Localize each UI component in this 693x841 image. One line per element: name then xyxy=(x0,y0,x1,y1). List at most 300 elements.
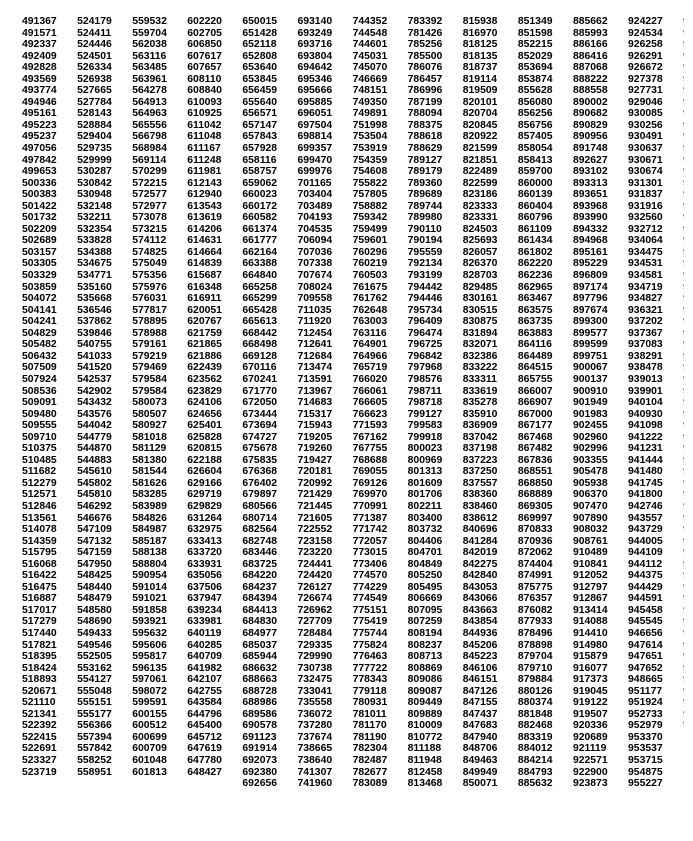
number-cell: 902960 xyxy=(572,431,608,443)
number-cell: 529404 xyxy=(77,131,112,143)
number-cell: 865755 xyxy=(517,373,553,385)
number-cell: 715943 xyxy=(297,420,333,432)
number-cell: 616348 xyxy=(187,281,222,293)
number-cell: 704535 xyxy=(297,223,333,235)
number-cell: 596135 xyxy=(132,662,167,674)
number-cell: 685944 xyxy=(242,651,278,663)
number-cell: 564913 xyxy=(132,96,167,108)
number-cell xyxy=(683,16,684,28)
number-cell xyxy=(683,178,684,190)
number-cell: 499653 xyxy=(22,166,57,178)
number-cell: 843663 xyxy=(462,604,498,616)
number-cell xyxy=(683,501,684,513)
number-cell: 507509 xyxy=(22,362,57,374)
number-cell: 822489 xyxy=(462,166,498,178)
number-cell: 713474 xyxy=(297,362,333,374)
number-cell: 919507 xyxy=(572,708,608,720)
number-cell: 584826 xyxy=(132,512,167,524)
number-cell: 862965 xyxy=(517,281,553,293)
number-cell: 820845 xyxy=(462,119,498,131)
number-cell xyxy=(683,443,684,455)
number-cell: 785500 xyxy=(407,50,443,62)
number-cell: 744352 xyxy=(352,16,388,27)
number-cell: 759499 xyxy=(352,223,388,235)
number-cell xyxy=(683,143,684,155)
number-cell: 810009 xyxy=(407,720,443,732)
number-cell: 916077 xyxy=(572,662,608,674)
number-cell: 707338 xyxy=(297,258,333,270)
number-cell: 823186 xyxy=(462,189,498,201)
number-row xyxy=(22,409,684,421)
number-cell: 579584 xyxy=(132,385,167,397)
number-cell: 801313 xyxy=(407,466,443,478)
number-cell: 761762 xyxy=(352,293,388,305)
number-cell: 524411 xyxy=(77,27,112,39)
number-cell: 504829 xyxy=(22,327,57,339)
number-cell: 694642 xyxy=(297,62,333,74)
number-cell: 637947 xyxy=(187,593,222,605)
number-cell xyxy=(683,305,684,317)
number-cell: 921119 xyxy=(572,743,607,755)
number-cell: 504072 xyxy=(22,293,57,305)
number-cell: 879710 xyxy=(517,662,553,674)
number-cell: 546676 xyxy=(77,512,112,524)
number-cell: 559532 xyxy=(132,16,167,27)
number-cell: 575976 xyxy=(132,281,167,293)
number-row xyxy=(22,74,684,86)
number-cell: 514359 xyxy=(22,535,57,547)
number-cell: 642755 xyxy=(187,685,222,697)
number-cell: 796474 xyxy=(407,327,443,339)
number-cell: 670116 xyxy=(242,362,277,374)
number-cell: 738665 xyxy=(297,743,333,755)
number-cell: 730738 xyxy=(297,662,333,674)
number-cell: 657843 xyxy=(242,131,278,143)
number-cell: 806669 xyxy=(407,593,443,605)
number-cell: 789360 xyxy=(407,177,443,189)
number-cell: 869305 xyxy=(517,500,553,512)
number-cell: 953715 xyxy=(628,755,663,766)
number-cell: 721429 xyxy=(297,489,333,501)
number-cell: 660582 xyxy=(242,212,278,224)
number-cell: 497056 xyxy=(22,143,57,155)
number-cell: 509091 xyxy=(22,397,57,409)
number-cell: 913414 xyxy=(572,604,608,616)
number-cell: 830161 xyxy=(462,293,498,305)
number-cell: 692380 xyxy=(242,766,278,778)
number-cell: 804406 xyxy=(407,535,443,547)
number-cell: 927378 xyxy=(628,73,663,85)
number-cell: 501422 xyxy=(22,200,57,212)
number-cell: 614631 xyxy=(187,235,222,247)
number-cell: 757805 xyxy=(352,189,388,201)
number-cell: 897796 xyxy=(572,293,608,305)
number-cell: 511682 xyxy=(22,466,57,478)
number-cell: 860404 xyxy=(517,200,553,212)
number-cell: 855628 xyxy=(517,85,553,97)
number-cell: 611042 xyxy=(187,119,222,131)
number-cell: 798718 xyxy=(407,397,443,409)
number-cell: 952979 xyxy=(628,720,663,732)
number-cell: 900067 xyxy=(572,362,608,374)
number-cell: 838360 xyxy=(462,489,498,501)
number-cell: 767162 xyxy=(352,431,388,443)
number-cell: 726127 xyxy=(297,581,333,593)
number-cell: 771593 xyxy=(352,420,388,432)
number-cell: 493569 xyxy=(22,73,57,85)
number-cell: 623562 xyxy=(187,373,222,385)
number-cell: 852215 xyxy=(517,39,553,51)
number-cell: 600512 xyxy=(132,720,167,732)
number-cell: 825693 xyxy=(462,235,498,247)
number-cell xyxy=(683,513,684,525)
number-cell: 595606 xyxy=(132,639,167,651)
number-cell: 748151 xyxy=(352,85,388,97)
number-cell: 583285 xyxy=(132,489,167,501)
number-cell: 792134 xyxy=(407,258,443,270)
number-cell: 624656 xyxy=(187,408,222,420)
number-cell: 878898 xyxy=(517,639,553,651)
number-cell: 503305 xyxy=(22,258,57,270)
number-cell: 790110 xyxy=(407,223,442,235)
number-cell: 798576 xyxy=(407,373,443,385)
number-cell: 520671 xyxy=(22,685,57,697)
number-cell: 789179 xyxy=(407,166,443,178)
number-cell: 832071 xyxy=(462,339,498,351)
number-cell: 781190 xyxy=(352,731,387,743)
number-row xyxy=(22,362,684,374)
number-cell: 602705 xyxy=(187,27,222,39)
number-cell xyxy=(683,270,684,282)
number-cell: 846151 xyxy=(462,674,498,686)
number-cell: 633413 xyxy=(187,535,222,547)
number-cell: 769055 xyxy=(352,466,388,478)
number-cell: 826057 xyxy=(462,246,498,258)
number-cell: 745031 xyxy=(352,50,388,62)
number-cell: 922571 xyxy=(572,755,608,766)
number-row xyxy=(22,39,684,51)
number-cell: 579219 xyxy=(132,350,167,362)
number-cell: 517440 xyxy=(22,627,57,639)
number-cell: 846106 xyxy=(462,662,498,674)
number-cell: 523327 xyxy=(22,755,57,766)
number-cell: 581544 xyxy=(132,466,167,478)
number-cell: 833311 xyxy=(462,373,497,385)
number-cell: 579584 xyxy=(132,373,167,385)
number-cell: 673444 xyxy=(242,408,278,420)
number-cell: 809889 xyxy=(407,708,443,720)
number-cell: 851598 xyxy=(517,27,553,39)
number-cell: 522392 xyxy=(22,720,57,732)
number-cell: 944112 xyxy=(628,558,663,570)
number-cell: 790194 xyxy=(407,235,443,247)
number-cell: 643584 xyxy=(187,697,222,709)
number-cell: 680714 xyxy=(242,512,278,524)
number-cell: 544042 xyxy=(77,420,112,432)
number-cell: 564963 xyxy=(132,108,167,120)
number-cell: 847940 xyxy=(462,731,498,743)
number-cell: 821851 xyxy=(462,154,498,166)
number-cell: 554127 xyxy=(77,674,112,686)
number-cell: 894968 xyxy=(572,235,608,247)
number-cell: 614206 xyxy=(187,223,222,235)
number-cell xyxy=(683,778,684,790)
number-cell: 843066 xyxy=(462,593,498,605)
number-cell: 900137 xyxy=(572,373,608,385)
number-row xyxy=(22,466,684,478)
number-table xyxy=(22,16,684,790)
number-cell: 764966 xyxy=(352,350,388,362)
number-cell: 883319 xyxy=(517,731,553,743)
number-row xyxy=(22,524,684,536)
number-cell: 660023 xyxy=(242,189,278,201)
number-cell: 524446 xyxy=(77,39,112,51)
number-cell: 505482 xyxy=(22,339,57,351)
number-cell: 713967 xyxy=(297,385,333,397)
number-cell: 893968 xyxy=(572,200,608,212)
number-cell: 920336 xyxy=(572,720,608,732)
number-row xyxy=(22,224,684,236)
number-cell: 796842 xyxy=(407,350,443,362)
number-row xyxy=(22,709,684,721)
number-cell xyxy=(683,351,684,363)
number-cell: 602220 xyxy=(187,16,222,27)
number-row xyxy=(22,628,684,640)
number-cell: 936321 xyxy=(628,304,663,316)
number-row xyxy=(22,420,684,432)
number-cell: 853874 xyxy=(517,73,553,85)
number-cell: 830515 xyxy=(462,304,498,316)
number-cell: 893651 xyxy=(572,189,608,201)
number-cell: 894332 xyxy=(572,223,608,235)
number-cell: 684220 xyxy=(242,570,278,582)
number-cell: 510375 xyxy=(22,443,57,455)
number-cell: 890002 xyxy=(572,96,608,108)
number-cell: 529999 xyxy=(77,154,112,166)
number-cell: 509710 xyxy=(22,431,57,443)
number-cell: 711035 xyxy=(297,304,332,316)
number-cell: 796409 xyxy=(407,316,443,328)
number-cell: 611048 xyxy=(187,131,222,143)
number-cell xyxy=(132,778,187,790)
number-row xyxy=(22,489,684,501)
number-cell: 789689 xyxy=(407,189,443,201)
number-cell xyxy=(683,605,684,617)
number-cell xyxy=(683,720,684,732)
number-cell: 859700 xyxy=(517,166,553,178)
number-cell: 633981 xyxy=(187,616,222,628)
number-cell: 864515 xyxy=(517,362,553,374)
number-cell: 943729 xyxy=(628,524,663,536)
number-cell: 943557 xyxy=(628,512,663,524)
number-row xyxy=(22,732,684,744)
number-cell xyxy=(683,489,684,501)
number-cell: 783089 xyxy=(352,778,388,790)
number-cell: 513561 xyxy=(22,512,57,524)
number-cell: 593921 xyxy=(132,616,167,628)
number-cell: 937202 xyxy=(628,316,663,328)
number-cell: 934581 xyxy=(628,270,663,282)
number-cell: 530287 xyxy=(77,166,112,178)
number-cell: 837250 xyxy=(462,466,498,478)
number-cell xyxy=(683,62,684,74)
number-cell: 544870 xyxy=(77,443,112,455)
number-cell: 931837 xyxy=(628,189,663,201)
number-row xyxy=(22,686,684,698)
number-cell: 801706 xyxy=(407,489,443,501)
number-cell: 862220 xyxy=(517,258,553,270)
number-cell: 517017 xyxy=(22,604,57,616)
number-cell: 684394 xyxy=(242,593,278,605)
number-cell: 861109 xyxy=(517,223,552,235)
number-cell: 940104 xyxy=(628,397,663,409)
number-cell: 682748 xyxy=(242,535,278,547)
number-cell: 926672 xyxy=(628,62,663,74)
number-cell: 516422 xyxy=(22,570,57,582)
number-cell: 516887 xyxy=(22,593,57,605)
number-cell: 899300 xyxy=(572,316,608,328)
number-cell: 598072 xyxy=(132,685,167,697)
number-cell: 591014 xyxy=(132,581,167,593)
number-cell: 559704 xyxy=(132,27,167,39)
number-cell: 941480 xyxy=(628,466,663,478)
number-cell: 557394 xyxy=(77,731,112,743)
number-cell: 912867 xyxy=(572,593,608,605)
number-row xyxy=(22,16,684,28)
number-cell: 944005 xyxy=(628,535,663,547)
number-cell: 533828 xyxy=(77,235,112,247)
number-cell: 769126 xyxy=(352,477,388,489)
number-row xyxy=(22,97,684,109)
number-cell: 637506 xyxy=(187,581,222,593)
number-cell: 724441 xyxy=(297,558,333,570)
number-cell: 552505 xyxy=(77,651,112,663)
number-cell: 771387 xyxy=(352,512,388,524)
number-cell: 530842 xyxy=(77,177,112,189)
number-cell: 532148 xyxy=(77,200,112,212)
number-cell: 524501 xyxy=(77,50,112,62)
number-cell: 507924 xyxy=(22,373,57,385)
number-cell: 652808 xyxy=(242,50,278,62)
number-cell: 548425 xyxy=(77,570,112,582)
number-cell: 607617 xyxy=(187,50,222,62)
number-cell: 856080 xyxy=(517,96,553,108)
number-cell: 545810 xyxy=(77,489,112,501)
number-cell: 934827 xyxy=(628,293,663,305)
number-cell: 656571 xyxy=(242,108,278,120)
number-cell xyxy=(683,212,684,224)
number-cell: 495223 xyxy=(22,119,57,131)
number-cell: 761675 xyxy=(352,281,388,293)
number-cell: 659062 xyxy=(242,177,278,189)
number-cell: 781426 xyxy=(407,27,443,39)
number-cell: 774570 xyxy=(352,570,388,582)
number-cell: 683446 xyxy=(242,547,278,559)
number-cell: 729990 xyxy=(297,651,333,663)
number-row xyxy=(22,663,684,675)
number-cell: 516068 xyxy=(22,558,57,570)
number-cell: 819114 xyxy=(462,73,497,85)
number-cell: 544883 xyxy=(77,454,112,466)
number-cell: 680566 xyxy=(242,500,278,512)
number-cell: 895229 xyxy=(572,258,608,270)
number-cell: 954875 xyxy=(628,766,663,778)
number-cell xyxy=(683,593,684,605)
number-cell: 878496 xyxy=(517,627,553,639)
number-cell xyxy=(683,478,684,490)
number-cell: 721445 xyxy=(297,500,333,512)
number-cell: 808869 xyxy=(407,662,443,674)
number-cell: 786457 xyxy=(407,73,443,85)
number-cell: 591021 xyxy=(132,593,167,605)
number-cell: 810772 xyxy=(407,731,443,743)
number-cell: 556366 xyxy=(77,720,112,732)
number-cell: 763116 xyxy=(352,327,387,339)
number-cell: 774229 xyxy=(352,581,388,593)
number-cell: 548690 xyxy=(77,616,112,628)
number-row xyxy=(22,547,684,559)
number-cell: 581018 xyxy=(132,431,167,443)
number-row xyxy=(22,455,684,467)
number-cell xyxy=(683,409,684,421)
number-cell: 656459 xyxy=(242,85,278,97)
number-cell: 893102 xyxy=(572,166,608,178)
number-cell: 857405 xyxy=(517,131,553,143)
number-cell: 660172 xyxy=(242,200,278,212)
number-cell: 891748 xyxy=(572,143,608,155)
number-cell: 657928 xyxy=(242,143,278,155)
number-cell: 563961 xyxy=(132,73,167,85)
number-cell: 888558 xyxy=(572,85,608,97)
number-cell: 695346 xyxy=(297,73,333,85)
number-cell: 684413 xyxy=(242,604,278,616)
number-cell: 608840 xyxy=(187,85,222,97)
number-cell: 626604 xyxy=(187,466,222,478)
number-cell: 503157 xyxy=(22,246,57,258)
number-cell: 875775 xyxy=(517,581,553,593)
number-cell: 789744 xyxy=(407,200,443,212)
number-cell: 953537 xyxy=(628,743,663,755)
number-cell: 952733 xyxy=(628,708,663,720)
number-cell: 781011 xyxy=(352,708,387,720)
number-cell: 555151 xyxy=(77,697,112,709)
number-cell: 612940 xyxy=(187,189,222,201)
number-cell: 614664 xyxy=(187,246,222,258)
number-cell xyxy=(22,778,77,790)
number-cell: 665299 xyxy=(242,293,278,305)
number-cell: 837198 xyxy=(462,443,498,455)
number-cell: 548440 xyxy=(77,581,112,593)
number-cell: 695885 xyxy=(297,96,333,108)
number-cell: 676368 xyxy=(242,466,278,478)
number-cell: 774549 xyxy=(352,593,388,605)
number-cell: 783392 xyxy=(407,16,443,27)
number-cell: 711920 xyxy=(297,316,332,328)
number-cell: 897174 xyxy=(572,281,608,293)
number-cell: 652118 xyxy=(242,39,277,51)
number-cell: 622188 xyxy=(187,454,222,466)
number-cell: 674727 xyxy=(242,431,278,443)
number-cell: 893313 xyxy=(572,177,608,189)
number-row xyxy=(22,640,684,652)
number-cell: 624106 xyxy=(187,397,222,409)
number-cell: 623829 xyxy=(187,385,222,397)
number-cell xyxy=(683,247,684,259)
number-row xyxy=(22,212,684,224)
number-cell: 941098 xyxy=(628,420,663,432)
number-cell: 688663 xyxy=(242,674,278,686)
number-cell: 706094 xyxy=(297,235,333,247)
